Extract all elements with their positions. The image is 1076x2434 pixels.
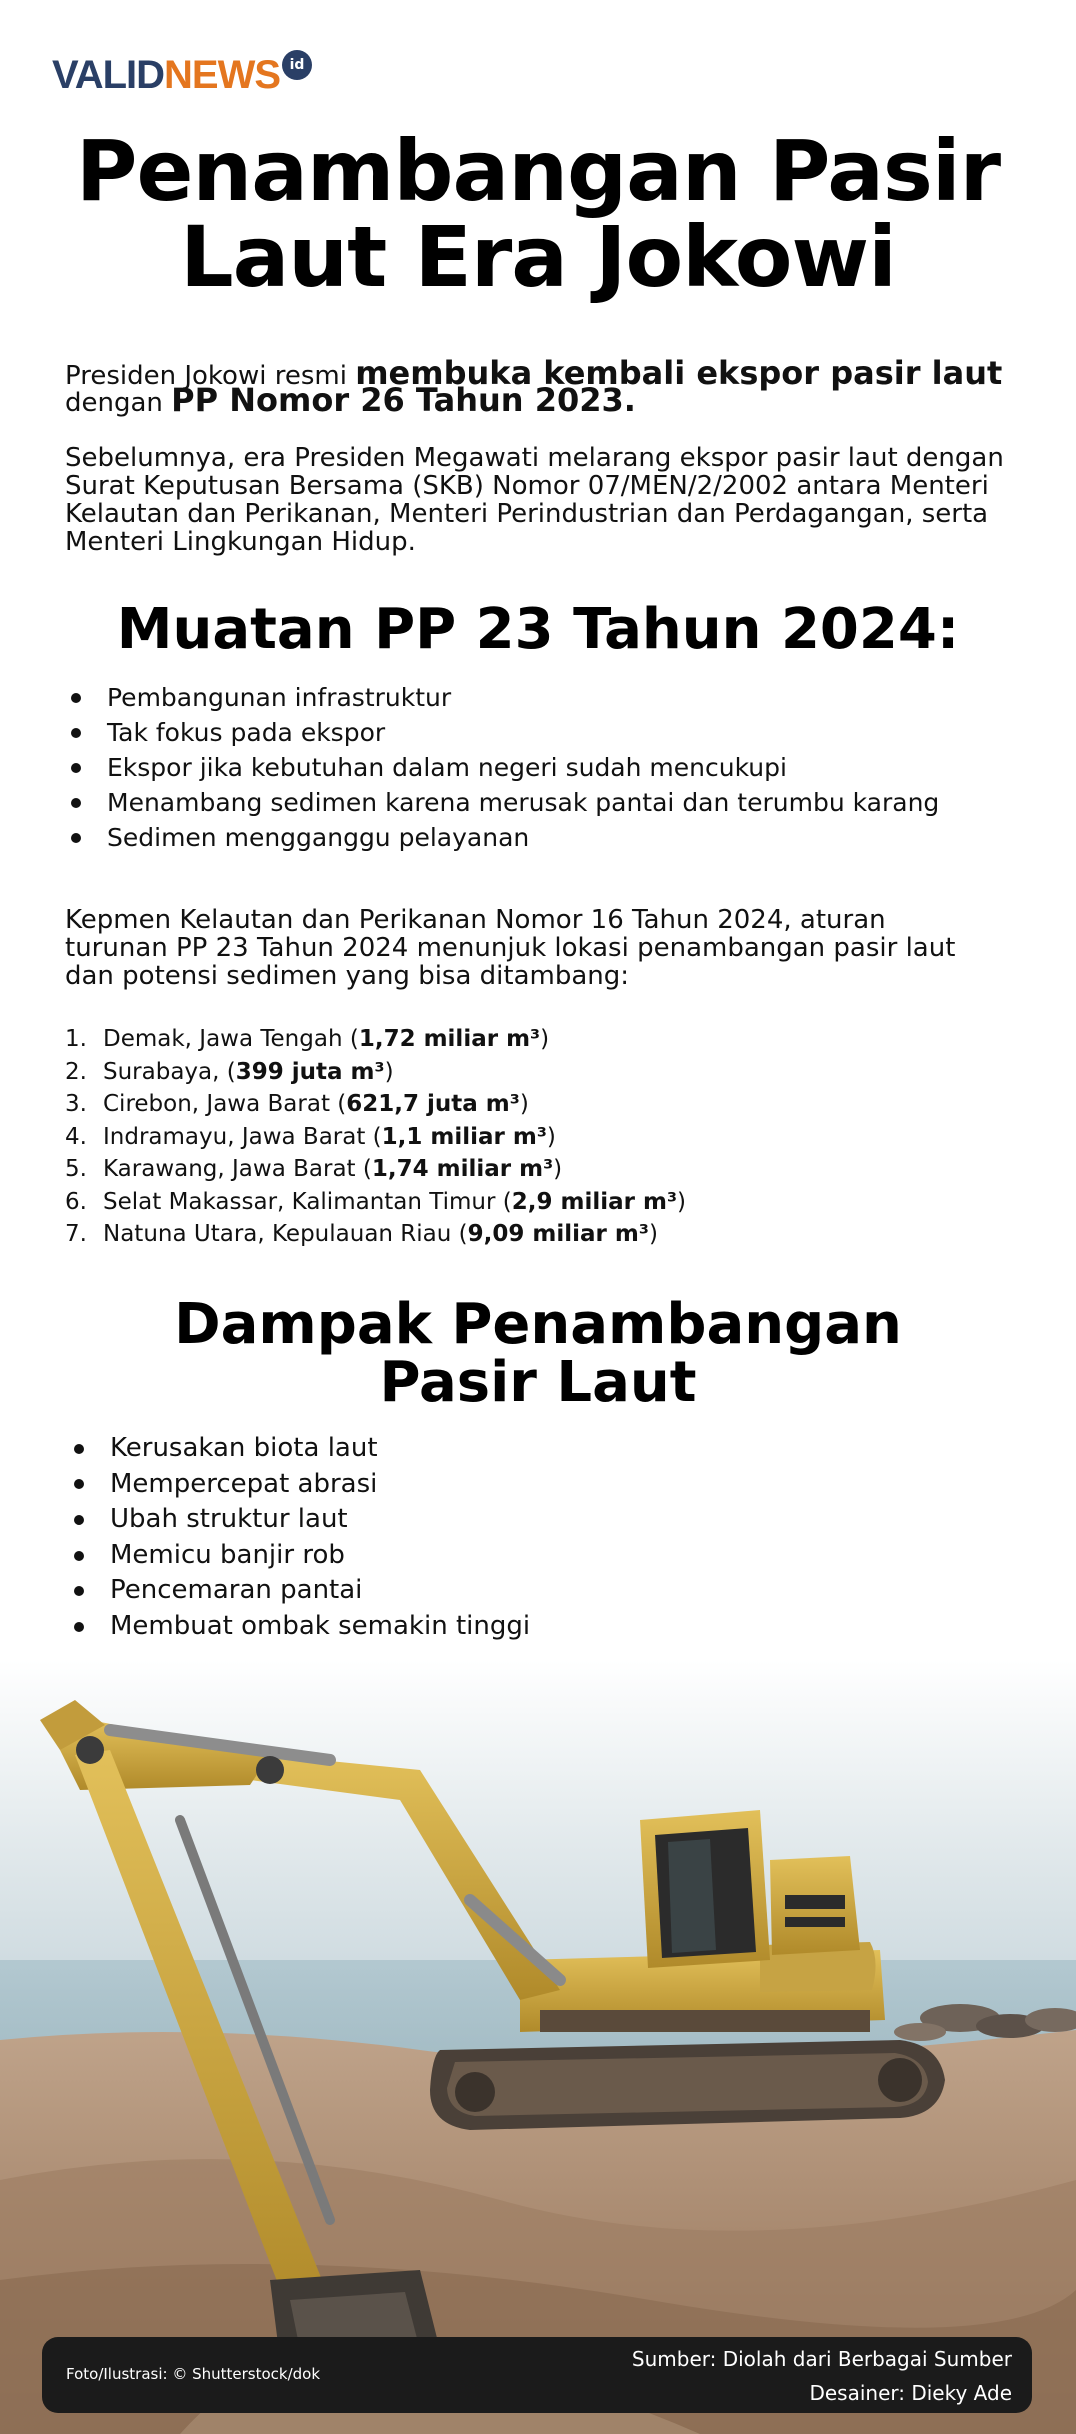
intro-highlight-2: PP Nomor 26 Tahun 2023. — [171, 381, 636, 419]
list-item: Pembangunan infrastruktur — [65, 680, 1045, 715]
photo-credit: Foto/Ilustrasi: © Shutterstock/dok — [66, 2365, 321, 2383]
logo-valid-text: VALID — [52, 53, 165, 97]
history-line-2: Surat Keputusan Bersama (SKB) Nomor 07/MEN/2/2002 antara Menteri — [65, 471, 989, 501]
bullet-icon — [71, 833, 81, 843]
list-item: Mempercepat abrasi — [68, 1467, 1048, 1503]
list-item: 7. Natuna Utara, Kepulauan Riau (9,09 miliar m³) — [65, 1221, 658, 1247]
bullet-icon — [74, 1551, 84, 1561]
list-item: Ekspor jika kebutuhan dalam negeri sudah mencukupi — [65, 750, 1045, 785]
muatan-list — [65, 680, 1045, 855]
kepmen-line-2: turunan PP 23 Tahun 2024 menunjuk lokasi penambangan pasir laut — [65, 933, 956, 963]
logo-id-badge: id — [282, 50, 312, 80]
bullet-icon — [74, 1622, 84, 1632]
logo-news-text: NEWS — [164, 53, 281, 97]
bullet-icon — [74, 1586, 84, 1596]
dampak-list — [68, 1431, 1048, 1645]
history-line-4: Menteri Lingkungan Hidup. — [65, 527, 416, 557]
bullet-icon — [71, 763, 81, 773]
history-line-1: Sebelumnya, era Presiden Megawati melarang ekspor pasir laut dengan — [65, 443, 1004, 473]
list-item: Sedimen mengganggu pelayanan — [65, 820, 1045, 855]
kepmen-line-1: Kepmen Kelautan dan Perikanan Nomor 16 Tahun 2024, aturan — [65, 905, 886, 935]
list-item: Kerusakan biota laut — [68, 1431, 1048, 1467]
list-item: 5. Karawang, Jawa Barat (1,74 miliar m³) — [65, 1156, 563, 1182]
list-item: Pencemaran pantai — [68, 1573, 1048, 1609]
list-item: 4. Indramayu, Jawa Barat (1,1 miliar m³) — [65, 1123, 556, 1150]
history-paragraph — [65, 444, 1045, 556]
bullet-icon — [71, 693, 81, 703]
list-item: Ubah struktur laut — [68, 1502, 1048, 1538]
list-item: 2. Surabaya, (399 juta m³) — [65, 1058, 394, 1085]
source-credit: Sumber: Diolah dari Berbagai Sumber — [631, 2347, 1012, 2371]
list-item: Membuat ombak semakin tinggi — [68, 1609, 1048, 1645]
bullet-icon — [71, 798, 81, 808]
footer-bar — [42, 2337, 1032, 2413]
dampak-heading-line-1: Dampak Penambangan — [174, 1292, 902, 1357]
kepmen-line-3: dan potensi sedimen yang bisa ditambang: — [65, 961, 630, 991]
excavator-tracks — [430, 2040, 945, 2130]
history-line-3: Kelautan dan Perikanan, Menteri Perindustrian dan Perdagangan, serta — [65, 499, 989, 529]
title-line-2: Laut Era Jokowi — [180, 208, 896, 306]
list-item: Menambang sedimen karena merusak pantai dan terumbu karang — [65, 785, 1045, 820]
title-line-1: Penambangan Pasir — [75, 122, 1001, 220]
list-item: Tak fokus pada ekspor — [65, 715, 1045, 750]
bullet-icon — [74, 1515, 84, 1525]
validnews-logo[interactable] — [52, 52, 312, 98]
list-item: 1. Demak, Jawa Tengah (1,72 miliar m³) — [65, 1026, 550, 1052]
bullet-icon — [71, 728, 81, 738]
intro-text-1: Presiden Jokowi resmi — [65, 361, 356, 391]
kepmen-paragraph — [65, 906, 1045, 990]
dampak-heading — [0, 1292, 1076, 1415]
intro-text-2: dengan — [65, 388, 172, 418]
intro-paragraph — [65, 354, 1045, 419]
list-item: 3. Cirebon, Jawa Barat (621,7 juta m³) — [65, 1091, 529, 1117]
excavator-photo — [0, 1660, 1076, 2434]
page-title — [0, 122, 1076, 306]
bullet-icon — [74, 1444, 84, 1454]
list-item: 6. Selat Makassar, Kalimantan Timur (2,9 miliar m³) — [65, 1188, 686, 1215]
list-item: Memicu banjir rob — [68, 1538, 1048, 1574]
designer-credit: Desainer: Dieky Ade — [809, 2381, 1012, 2405]
bullet-icon — [74, 1479, 84, 1489]
dampak-heading-line-2: Pasir Laut — [379, 1350, 697, 1415]
location-list — [65, 1023, 1045, 1251]
muatan-heading: Muatan PP 23 Tahun 2024: — [116, 597, 960, 662]
excavator-illustration — [0, 1660, 1076, 2434]
intro-highlight-1: membuka kembali ekspor pasir laut — [355, 354, 1003, 392]
